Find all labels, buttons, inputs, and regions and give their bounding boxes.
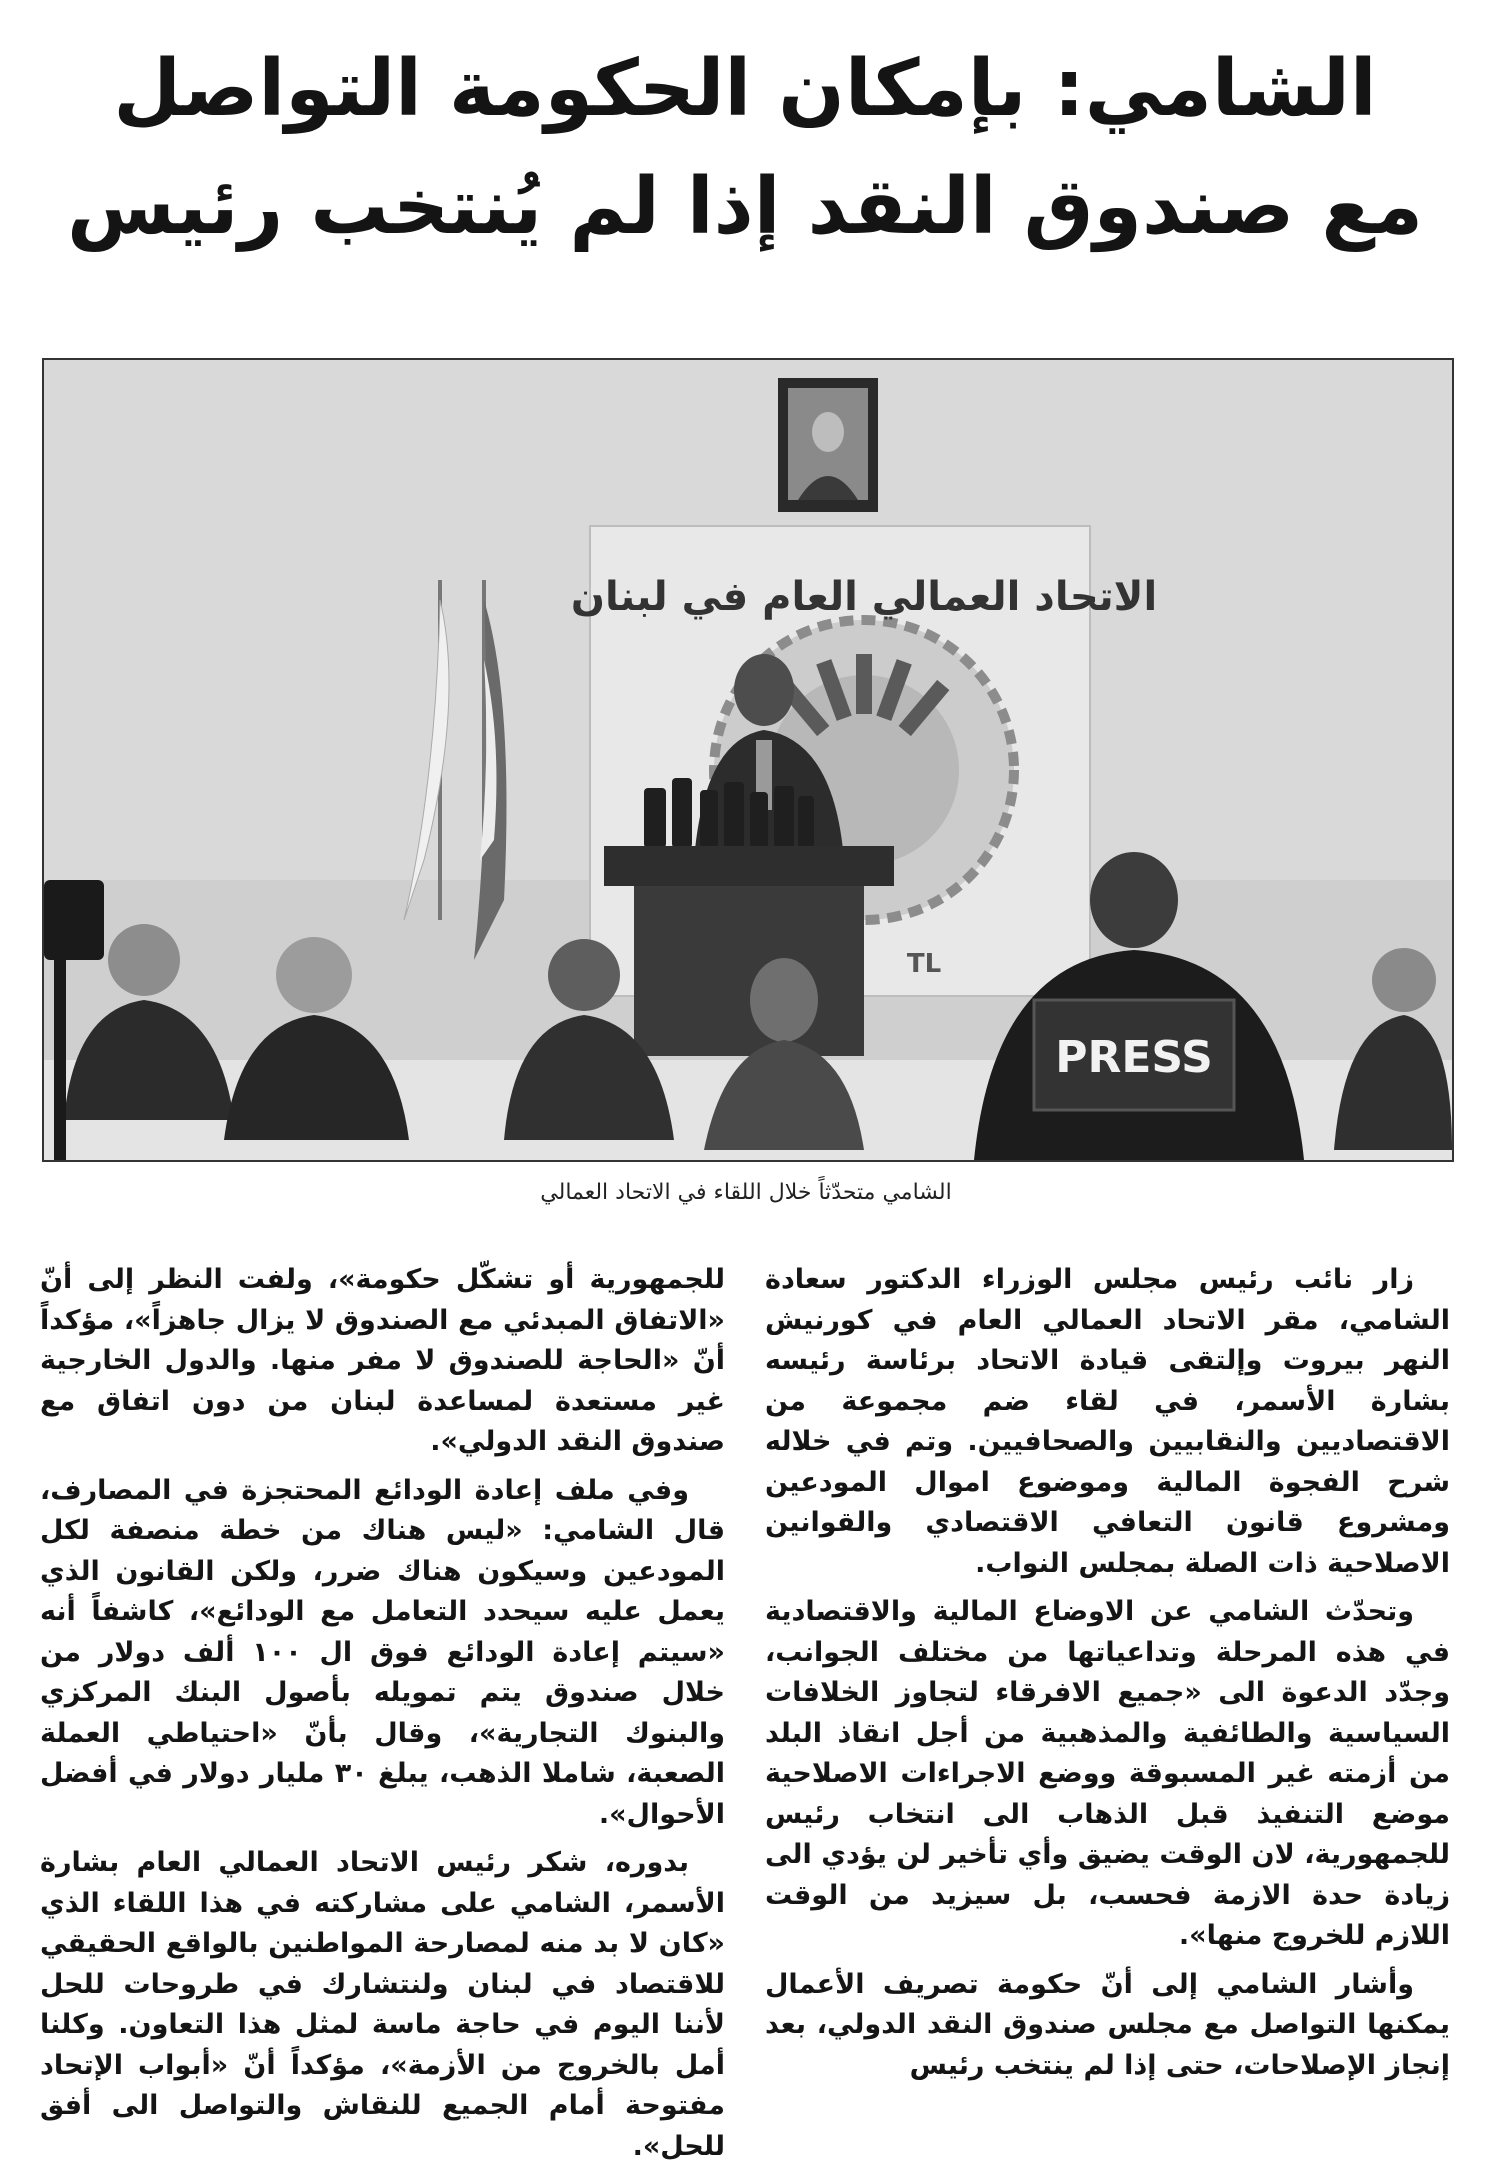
photo-caption: الشامي متحدّثاً خلال اللقاء في الاتحاد العمالي: [540, 1180, 952, 1205]
column-right: [765, 1260, 1450, 2120]
framed-portrait: [778, 378, 878, 512]
news-photo: [42, 358, 1454, 1162]
paragraph: وتحدّث الشامي عن الاوضاع المالية والاقتصادية في هذه المرحلة وتداعياتها من مختلف الجوانب، وجدّد الدعوة الى «جميع الافرقاء لتجاوز الخلافات السياسية والطائفية والمذهبية من أجل انقاذ البلد من أزمته غير المسبوقة ووضع الاجراءات الاصلاحية موضع التنفيذ قبل الذهاب الى انتخاب رئيس للجمهورية، لان الوقت يضيق وأي تأخير لن يؤدي الى زيادة حدة الازمة فحسب، بل سيزيد من الوقت اللازم للخروج منها».: [765, 1596, 1450, 1951]
paragraph: بدوره، شكر رئيس الاتحاد العمالي العام بشارة الأسمر، الشامي على مشاركته في هذا اللقاء الذي «كان لا بد منه لمصارحة المواطنين بالواقع الحقيقي للاقتصاد في لبنان ولنتشارك في طروحات للحل لأننا اليوم في حاجة ماسة لمثل هذا التعاون. وكلنا أمل بالخروج من الأزمة»، مؤكداً أنّ «أبواب الإتحاد مفتوحة أمام الجميع للنقاش والتواصل الى أفق للحل».: [40, 1847, 725, 2162]
paragraph: وأشار الشامي إلى أنّ حكومة تصريف الأعمال يمكنها التواصل مع مجلس صندوق النقد الدولي، بعد إنجاز الإصلاحات، حتى إذا لم ينتخب رئيس: [765, 1968, 1450, 2081]
banner-text: الاتحاد العمالي العام في لبنان: [570, 574, 1158, 620]
banner-letters: TL: [906, 949, 942, 979]
podium: [604, 846, 894, 1056]
headline-line-1: الشامي: بإمكان الحكومة التواصل: [113, 44, 1377, 134]
paragraph: وفي ملف إعادة الودائع المحتجزة في المصارف، قال الشامي: «ليس هناك من خطة منصفة لكل المودعين وسيكون هناك ضرر، ولكن القانون الذي يعمل عليه سيحدد التعامل مع الودائع»، كاشفاً أنه «سيتم إعادة الودائع فوق ال ١٠٠ ألف دولار من خلال صندوق يتم تمويله بأصول البنك المركزي والبنوك التجارية»، وقال بأنّ «احتياطي العملة الصعبة، شاملا الذهب، يبلغ ٣٠ مليار دولار في أفضل الأحوال».: [40, 1474, 726, 1830]
article-body: [40, 1260, 1450, 2162]
column-left: [40, 1260, 726, 2162]
paragraph: للجمهورية أو تشكّل حكومة»، ولفت النظر إلى أنّ «الاتفاق المبدئي مع الصندوق لا يزال جاهزاً»، مؤكداً أنّ «الحاجة للصندوق لا مفر منها. والدول الخارجية غير مستعدة لمساعدة لبنان من دون اتفاق مع صندوق النقد الدولي».: [40, 1264, 725, 1457]
paragraph: زار نائب رئيس مجلس الوزراء الدكتور سعادة الشامي، مقر الاتحاد العمالي العام في كورنيش النهر بيروت وإلتقى قيادة الاتحاد برئاسة رئيسه بشارة الأسمر، في لقاء ضم مجموعة من الاقتصاديين والنقابيين والصحافيين. وتم في خلاله شرح الفجوة المالية وموضوع اموال المودعين ومشروع قانون التعافي الاقتصادي والقوانين الاصلاحية ذات الصلة بمجلس النواب.: [765, 1264, 1450, 1579]
press-label: PRESS: [1055, 1032, 1213, 1083]
headline: [40, 30, 1450, 266]
headline-line-2: مع صندوق النقد إذا لم يُنتخب رئيس: [66, 162, 1424, 252]
